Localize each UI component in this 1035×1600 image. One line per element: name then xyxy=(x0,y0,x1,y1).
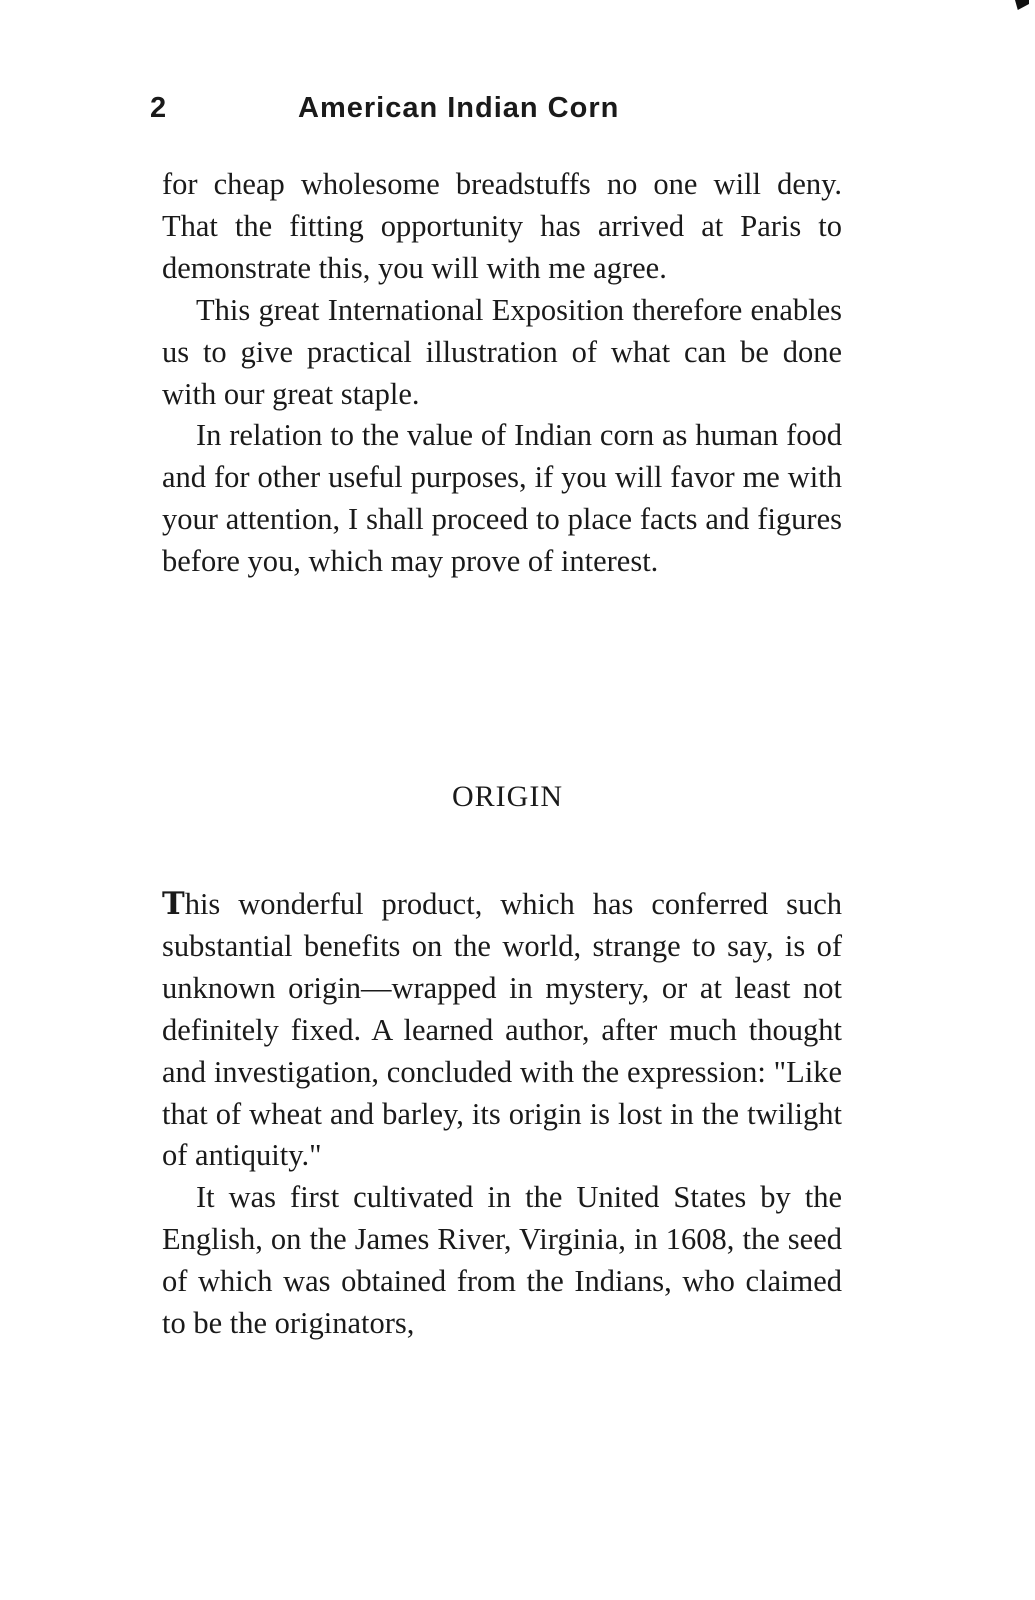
page-number: 2 xyxy=(150,92,168,124)
section-heading-text: ORIGIN xyxy=(452,780,563,813)
scan-corner-mark xyxy=(1015,0,1029,10)
dropcap: T xyxy=(162,886,185,922)
paragraph: This great International Exposition therefore enables us to give practical illustration of what can be done with our great staple. xyxy=(162,292,842,411)
paragraph: In relation to the value of Indian corn as human food and for other useful purposes, if you will favor me with your attention, I shall proceed to place facts and figures before you, which may prove of interest. xyxy=(162,418,842,579)
section-heading xyxy=(0,780,1035,814)
text-block-origin xyxy=(162,884,842,1345)
running-title: American Indian Corn xyxy=(298,92,620,124)
paragraph-continued: for cheap wholesome breadstuffs no one will deny. That the fitting opportunity has arrived at Paris to demonstrate this, you will with me agree. xyxy=(162,167,842,285)
paragraph-origin-first-text: his wonderful product, which has conferred such substantial benefits on the world, strange to say, is of unknown origin—wrapped in mystery, or at least not definitely fixed. A learned author, after much thought and investigation, concluded with the expression: "Like that of wheat and barley, its origin is lost in the twilight of antiquity." xyxy=(162,887,842,1173)
text-block-top xyxy=(162,164,842,583)
paragraph-origin-first xyxy=(162,884,842,1177)
paragraph-origin-second: It was first cultivated in the United States by the English, on the James River, Virginia, in 1608, the seed of which was obtained from the Indians, who claimed to be the originators, xyxy=(162,1180,842,1341)
running-head xyxy=(150,92,850,132)
